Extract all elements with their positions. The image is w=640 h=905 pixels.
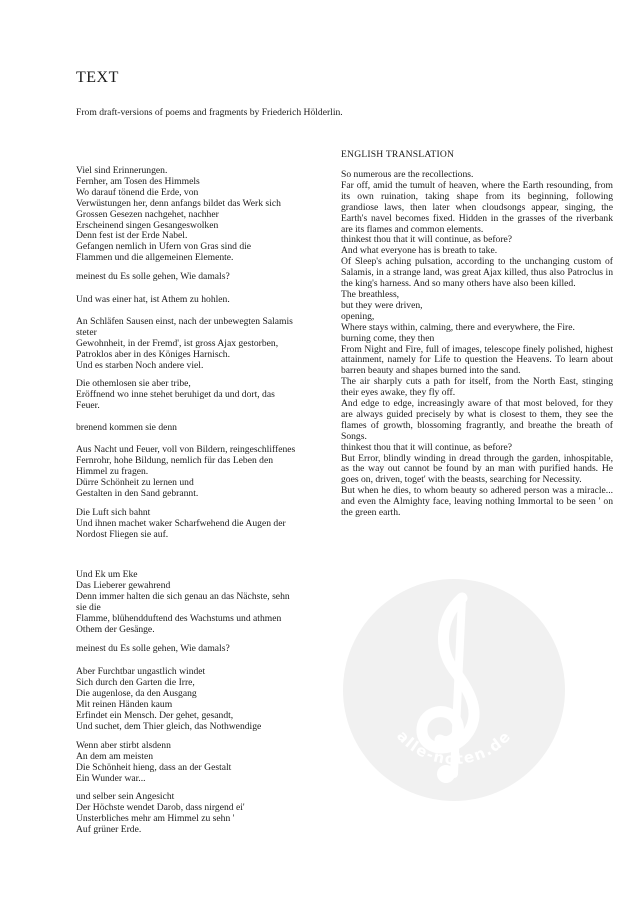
english-line: But Error, blindly winding in dread through the garden, inhospitable, as the way out cannot be found by an man with purified hands. He goes on, driven, toget' with the beasts, searching for Necessity.: [341, 452, 613, 486]
german-stanza-1: Viel sind Erinnerungen. Fernher, am Tosen des Himmels Wo darauf tönend die Erde, von Verwüstungen her, denn anfangs bildet das Werk sich Grossen Gesezen nachgehet, nachher Erscheinend singen Gesangeswolken Denn fest ist der Erde Nabel. Gefangen nemlich in Ufern von Gras sind die Flammen und die allgemeinen Elemente.: [76, 165, 281, 264]
english-translation-text: [341, 170, 613, 519]
english-line: Where stays within, calming, there and everywhere, the Fire.: [341, 321, 575, 333]
german-stanza-3: Und was einer hat, ist Athem zu hohlen.: [76, 294, 230, 305]
page-heading: TEXT: [76, 69, 119, 86]
english-line: The air sharply cuts a path for itself, from the North East, stinging their eyes awake, they fly off.: [341, 376, 613, 399]
german-stanza-2: meinest du Es solle gehen, Wie damals?: [76, 271, 230, 282]
german-stanza-11: Aber Furchtbar ungastlich windet Sich durch den Garten die Irre, Die augenlose, da den Ausgang Mit reinen Händen kaum Erfindet ein Mensch. Der gehet, gesandt, Und suchet, dem Thier gleich, das Nothwendige: [76, 666, 262, 732]
english-translation-heading: ENGLISH TRANSLATION: [341, 149, 455, 160]
german-stanza-6: brenend kommen sie denn: [76, 422, 177, 433]
english-line: And edge to edge, increasingly aware of that most beloved, for they are always guided precisely by what is closest to them, they see the flames of growth, blossoming fragrantly, and breathe the breath of Songs.: [341, 398, 613, 442]
english-line: So numerous are the recollections.: [341, 169, 474, 180]
treble-clef-watermark-icon: [342, 578, 567, 803]
english-line: burning come, they then: [341, 332, 435, 344]
german-stanza-5: Die othemlosen sie aber tribe, Eröffnend wo inne stehet beruhiget da und dort, das Feuer.: [76, 378, 275, 411]
english-line: thinkest thou that it will continue, as before?: [341, 441, 513, 453]
german-stanza-7: Aus Nacht und Feuer, voll von Bildern, reingeschliffenes Fernrohr, hohe Bildung, nemlich für das Leben den Himmel zu fragen. Dürre Schönheit zu lernen und Gestalten in den Sand gebrannt.: [76, 444, 296, 499]
german-stanza-13: und selber sein Angesicht Der Höchste wendet Darob, dass nirgend ei' Unsterbliches mehr am Himmel zu sehn ' Auf grüner Erde.: [76, 791, 245, 835]
german-stanza-4: An Schläfen Sausen einst, nach der unbewegten Salamis steter Gewohnheit, in der Fremd', ist gross Ajax gestorben, Patroklos aber in des Königes Harnisch. Und es starben Noch andere viel.: [76, 316, 293, 371]
english-line: But when he dies, to whom beauty so adhered person was a miracle... and even the Almighty face, leaving nothing Immortal to be seen ' on the green earth.: [341, 485, 613, 519]
english-line: opening,: [341, 310, 375, 322]
english-line: thinkest thou that it will continue, as before?: [341, 234, 513, 246]
watermark-text: alle-noten.de: [393, 726, 515, 769]
german-stanza-12: Wenn aber stirbt alsdenn An dem am meisten Die Schönheit hieng, dass an der Gestalt Ein Wunder war...: [76, 740, 232, 784]
german-stanza-9: Und Ek um Eke Das Lieberer gewahrend Denn immer halten die sich genau an das Nächste, sehn sie die Flamme, blühendduftend des Wachstums und athmen Othem der Gesänge.: [76, 569, 290, 635]
english-line: From Night and Fire, full of images, telescope finely polished, highest attainment, namely for Life to question the Heavens. To learn about barren beauty and shapes burned into the sand.: [341, 343, 613, 377]
english-line: The breathless,: [341, 288, 400, 300]
english-line: Of Sleep's aching pulsation, according to the unchanging custom of Salamis, in a strange land, was great Ajax killed, thus also Patroclus in the king's harness. And so many others have also been killed.: [341, 256, 613, 290]
english-line: but they were driven,: [341, 299, 423, 311]
english-line: Far off, amid the tumult of heaven, where the Earth resounding, from its own ruination, taking shape from its beginning, following grandiose laws, then later when cloudsongs appear, singing, the Earth's navel becomes fixed. Hidden in the grasses of the riverbank are its flames and common elements.: [341, 179, 613, 235]
page-subtitle: From draft-versions of poems and fragments by Friederich Hölderlin.: [76, 107, 343, 118]
german-stanza-8: Die Luft sich bahnt Und ihnen machet waker Scharfwehend die Augen der Nordost Fliegen sie auf.: [76, 507, 286, 540]
german-stanza-10: meinest du Es solle gehen, Wie damals?: [76, 643, 230, 654]
english-line: And what everyone has is breath to take.: [341, 245, 498, 257]
